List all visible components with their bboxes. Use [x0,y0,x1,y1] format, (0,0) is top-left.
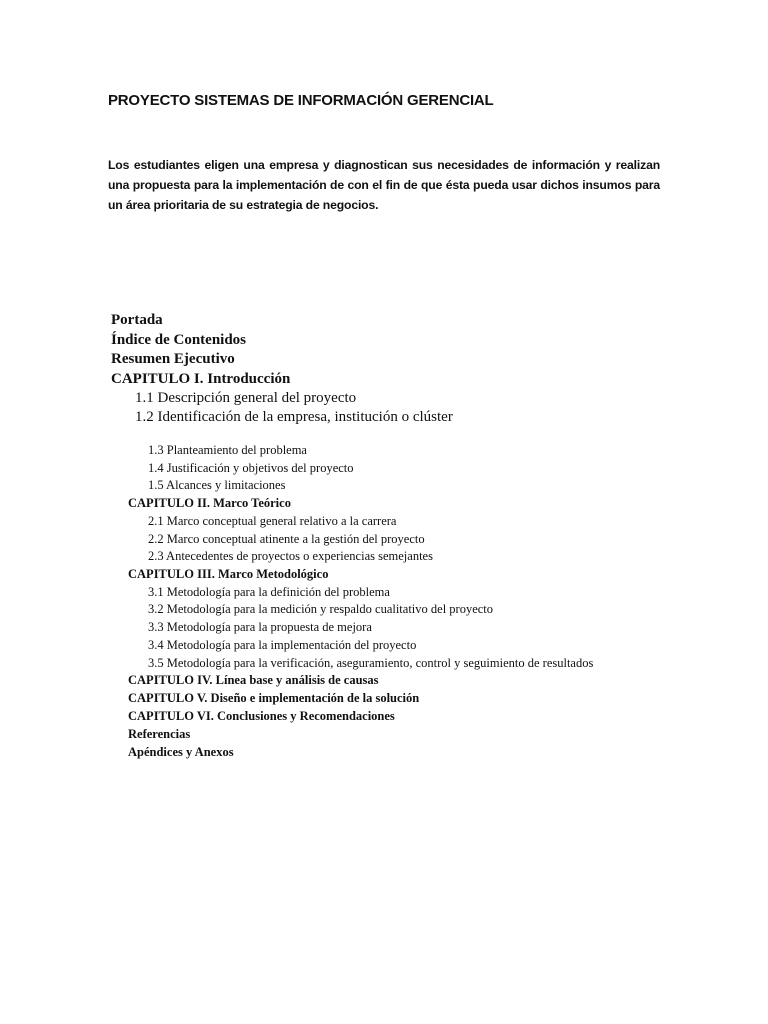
toc-chapter-3: CAPITULO III. Marco Metodológico [128,567,329,581]
toc-item: 2.2 Marco conceptual atinente a la gestión del proyecto [148,532,425,546]
toc-item: 1.1 Descripción general del proyecto [135,390,357,406]
toc-apendices: Apéndices y Anexos [128,745,234,759]
toc-item: 1.5 Alcances y limitaciones [148,478,286,492]
toc-item: 1.3 Planteamiento del problema [148,443,307,457]
toc-chapter-4: CAPITULO IV. Línea base y análisis de causas [128,673,379,687]
document-title: PROYECTO SISTEMAS DE INFORMACIÓN GERENCIAL [108,92,494,109]
toc-portada: Portada [111,312,163,328]
toc-item: 3.2 Metodología para la medición y respaldo cualitativo del proyecto [148,602,494,616]
toc-item: 3.5 Metodología para la verificación, aseguramiento, control y seguimiento de resultados [148,656,594,670]
toc-chapter-6: CAPITULO VI. Conclusiones y Recomendaciones [128,709,395,723]
toc-referencias: Referencias [128,727,191,741]
toc-item: 2.3 Antecedentes de proyectos o experiencias semejantes [148,549,433,563]
toc-item: 3.1 Metodología para la definición del problema [148,585,390,599]
toc-indice: Índice de Contenidos [111,332,247,348]
toc-item: 3.4 Metodología para la implementación del proyecto [148,638,417,652]
toc-chapter-2: CAPITULO II. Marco Teórico [128,496,291,510]
intro-paragraph: Los estudiantes eligen una empresa y diagnostican sus necesidades de información y realizan una propuesta para la implementación de con el fin de que ésta pueda usar dichos insumos para un área prioritaria de su estrategia de negocios. [108,158,660,212]
toc-item: 3.3 Metodología para la propuesta de mejora [148,620,372,634]
toc-item: 1.4 Justificación y objetivos del proyecto [148,461,354,475]
toc-chapter-1: CAPITULO I. Introducción [111,371,291,387]
toc-resumen: Resumen Ejecutivo [111,351,235,367]
toc-chapter-5: CAPITULO V. Diseño e implementación de la solución [128,691,420,705]
toc-item: 2.1 Marco conceptual general relativo a la carrera [148,514,397,528]
toc-item: 1.2 Identificación de la empresa, institución o clúster [135,409,453,425]
